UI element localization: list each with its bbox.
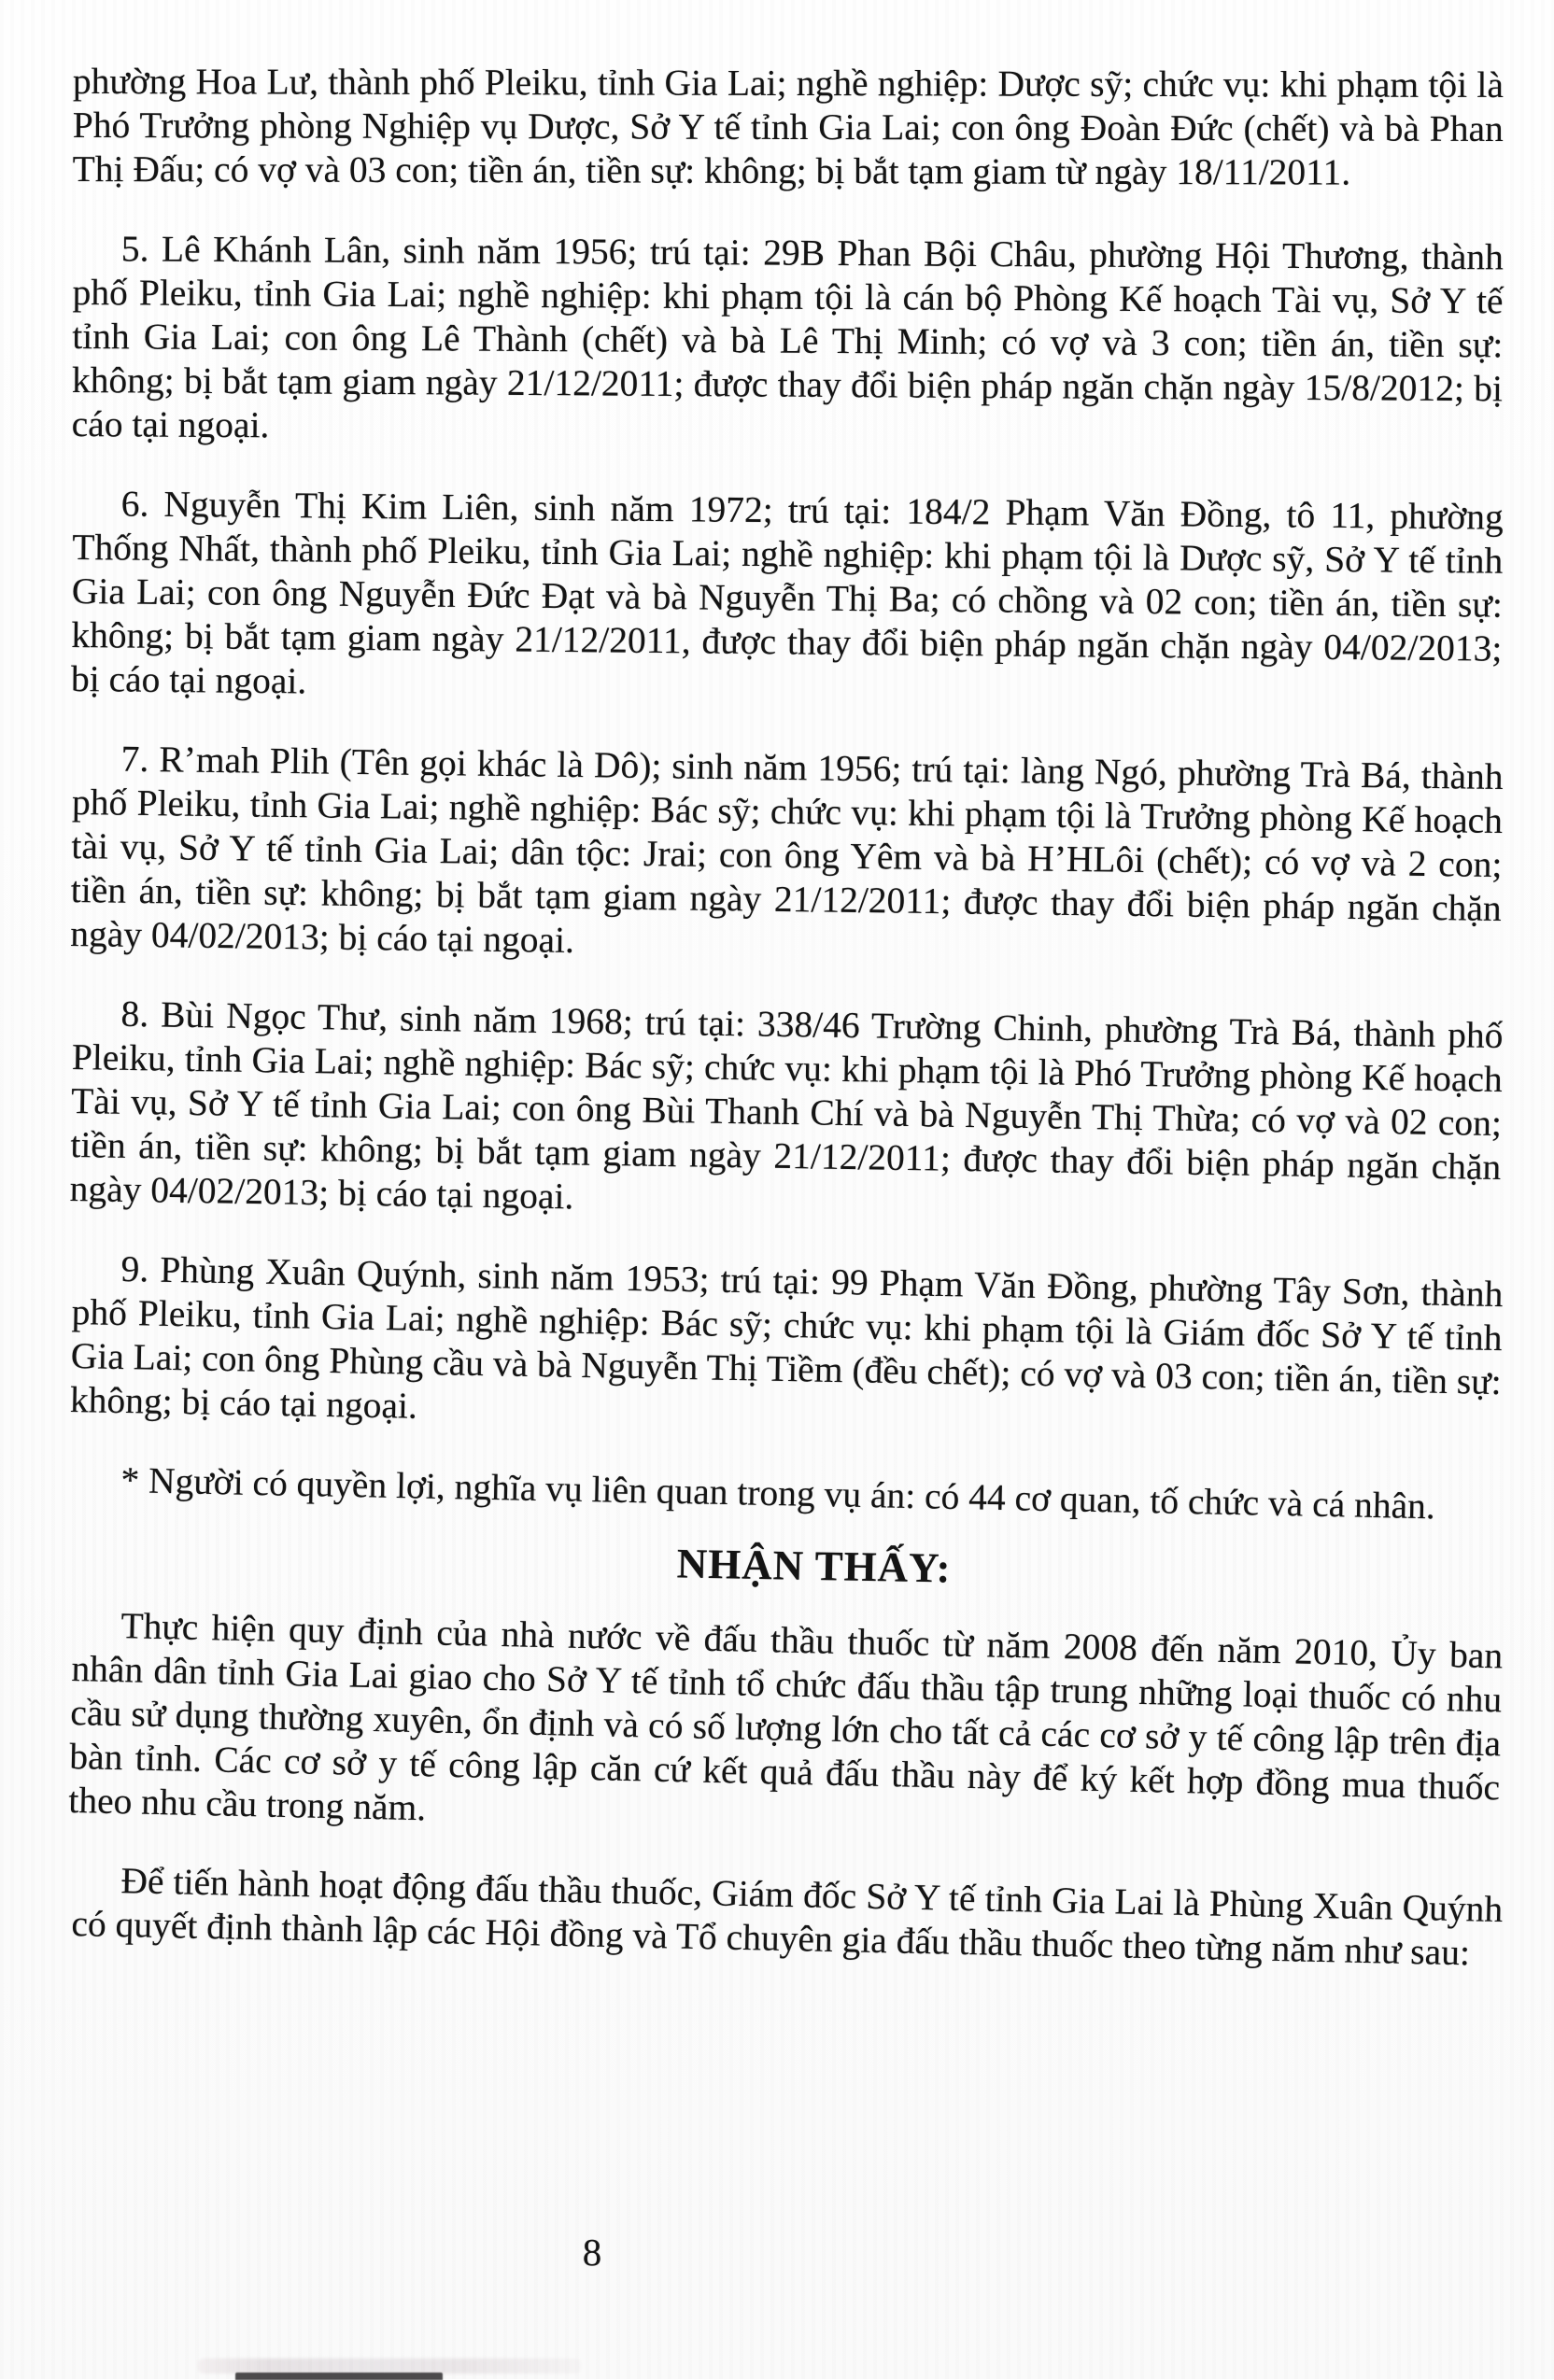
section-heading-nhan-thay: NHẬN THẤY:	[676, 1540, 952, 1592]
defendant-8-paragraph: 8. Bùi Ngọc Thư, sinh năm 1968; trú tại: 338/46 Trường Chinh, phường Trà Bá, thành phố Pleiku, tỉnh Gia Lai; nghề nghiệp: Bác sỹ; chức vụ: khi phạm tội là Phó Trưởng phòng Kế hoạch Tài vụ, Sở Y tế tỉnh Gia Lai; con ông Bùi Thanh Chí và bà Nguyễn Thị Thừa; có vợ và 02 con; tiền án, tiền sự: không; bị bắt tạm giam ngày 21/12/2011; được thay đổi biện pháp ngăn chặn ngày 04/02/2013; bị cáo tại ngoại.	[69, 993, 1504, 1218]
findings-paragraph-1: Thực hiện quy định của nhà nước về đấu thầu thuốc từ năm 2008 đến năm 2010, Ủy ban nhân dân tỉnh Gia Lai giao cho Sở Y tế tỉnh tổ chức đấu thầu tập trung những loại thuốc có nhu cầu sử dụng thường xuyên, ổn định và có số lượng lớn cho tất cả các cơ sở y tế công lập trên địa bàn tỉnh. Các cơ sở y tế công lập căn cứ kết quả đấu thầu này để ký kết hợp đồng mua thuốc theo nhu cầu trong năm.	[67, 1605, 1504, 1829]
defendant-6-paragraph: 6. Nguyễn Thị Kim Liên, sinh năm 1972; trú tại: 184/2 Phạm Văn Đồng, tô 11, phường Thống Nhất, thành phố Pleiku, tỉnh Gia Lai; nghề nghiệp: khi phạm tội là Dược sỹ, Sở Y tế tỉnh Gia Lai; con ông Nguyễn Đức Đạt và bà Nguyễn Thị Ba; có chồng và 02 con; tiền án, tiền sự: không; bị bắt tạm giam ngày 21/12/2011, được thay đổi biện pháp ngăn chặn ngày 04/02/2013; bị cáo tại ngoại.	[70, 483, 1504, 702]
defendant-5-paragraph: 5. Lê Khánh Lân, sinh năm 1956; trú tại: 29B Phan Bội Châu, phường Hội Thương, thành phố Pleiku, tỉnh Gia Lai; nghề nghiệp: khi phạm tội là cán bộ Phòng Kế hoạch Tài vụ, Sở Y tế tỉnh Gia Lai; con ông Lê Thành (chết) và bà Lê Thị Minh; có vợ và 3 con; tiền án, tiền sự: không; bị bắt tạm giam ngày 21/12/2011; được thay đổi biện pháp ngăn chặn ngày 15/8/2012; bị cáo tại ngoại.	[71, 228, 1504, 446]
defendant-7-paragraph: 7. R’mah Plih (Tên gọi khác là Dô); sinh năm 1956; trú tại: làng Ngó, phường Trà Bá, thành phố Pleiku, tỉnh Gia Lai; nghề nghiệp: Bác sỹ; chức vụ: khi phạm tội là Trưởng phòng Kế hoạch tài vụ, Sở Y tế tỉnh Gia Lai; dân tộc: Jrai; con ông Yêm và bà H’HLôi (chết); có vợ và 2 con; tiền án, tiền sự: không; bị bắt tạm giam ngày 21/12/2011; được thay đổi biện pháp ngăn chặn ngày 04/02/2013; bị cáo tại ngoại.	[69, 738, 1504, 962]
continuation-paragraph: phường Hoa Lư, thành phố Pleiku, tỉnh Gia Lai; nghề nghiệp: Dược sỹ; chức vụ: khi phạm tội là Phó Trưởng phòng Nghiệp vụ Dược, Sở Y tế tỉnh Gia Lai; con ông Đoàn Đức (chết) và bà Phan Thị Đấu; có vợ và 03 con; tiền án, tiền sự: không; bị bắt tạm giam từ ngày 18/11/2011.	[72, 61, 1504, 193]
document-text-block	[67, 60, 1504, 1981]
scan-smudge	[198, 2359, 581, 2373]
defendant-9-paragraph: 9. Phùng Xuân Quýnh, sinh năm 1953; trú tại: 99 Phạm Văn Đồng, phường Tây Sơn, thành phố Pleiku, tỉnh Gia Lai; nghề nghiệp: Bác sỹ; chức vụ: khi phạm tội là Giám đốc Sở Y tế tỉnh Gia Lai; con ông Phùng cầu và bà Nguyễn Thị Tiềm (đều chết); có vợ và 03 con; tiền án, tiền sự: không; bị cáo tại ngoại.	[69, 1247, 1504, 1427]
page-number: 8	[582, 2231, 602, 2274]
related-parties-note: * Người có quyền lợi, nghĩa vụ liên quan trong vụ án: có 44 cơ quan, tố chức và cá nhân.	[120, 1459, 1436, 1528]
findings-paragraph-2: Để tiến hành hoạt động đấu thầu thuốc, Giám đốc Sở Y tế tỉnh Gia Lai là Phùng Xuân Quýnh có quyết định thành lập các Hội đồng và Tổ chuyên gia đấu thầu thuốc theo từng năm như sau:	[71, 1860, 1504, 1974]
